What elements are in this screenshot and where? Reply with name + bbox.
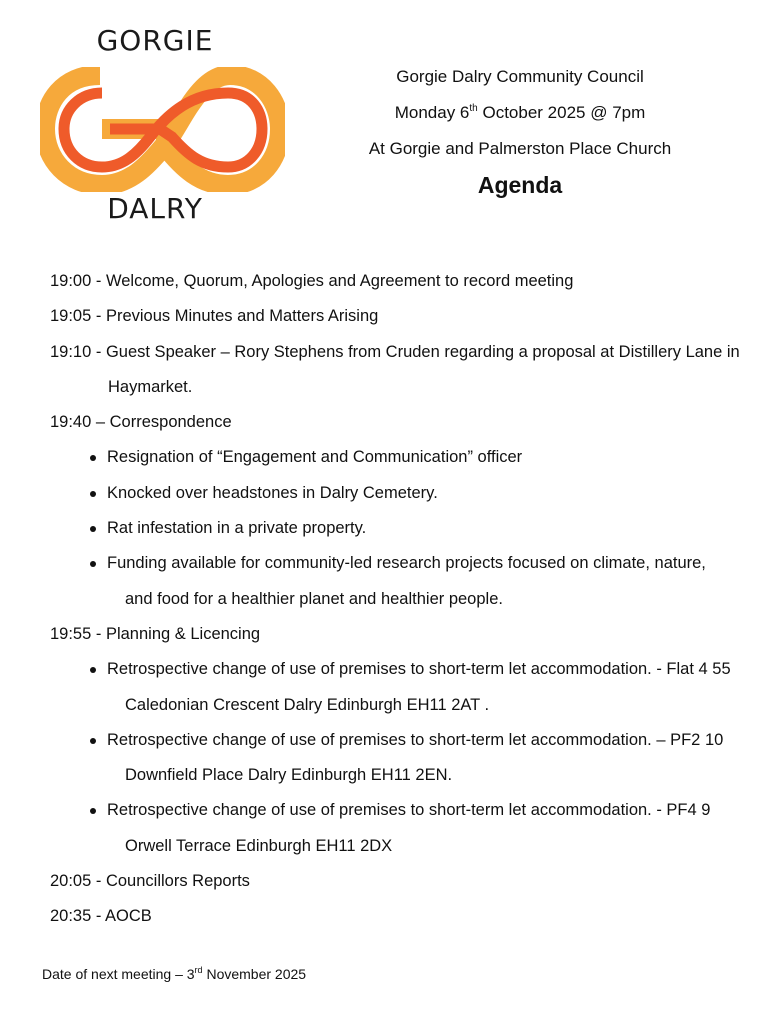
next-meeting-date: Date of next meeting – 3rd November 2025 xyxy=(42,965,307,982)
meeting-venue: At Gorgie and Palmerston Place Church xyxy=(368,139,672,158)
list-item-continued: Caledonian Crescent Dalry Edinburgh EH11 2AT . xyxy=(125,695,490,714)
agenda-header xyxy=(330,62,710,199)
agenda-item: 19:55 - Planning & Licencing xyxy=(50,624,261,643)
agenda-item: 19:00 - Welcome, Quorum, Apologies and Agreement to record meeting xyxy=(50,272,574,290)
list-item: Knocked over headstones in Dalry Cemetery. xyxy=(50,478,760,513)
infinity-logo-icon xyxy=(40,67,285,192)
logo-top-text: GORGIE xyxy=(96,24,214,57)
list-item: Rat infestation in a private property. xyxy=(50,513,760,548)
agenda-item-continued: Haymarket. xyxy=(108,377,193,396)
agenda-item: 19:05 - Previous Minutes and Matters Arising xyxy=(50,307,379,326)
list-item-continued: and food for a healthier planet and healthier people. xyxy=(125,589,503,608)
agenda-item: 20:35 - AOCB xyxy=(50,907,152,926)
agenda-list xyxy=(50,266,760,937)
organisation-name: Gorgie Dalry Community Council xyxy=(396,67,644,86)
agenda-item: 19:10 - Guest Speaker – Rory Stephens from Cruden regarding a proposal at Distillery Lane in xyxy=(50,342,740,361)
list-item-continued: Orwell Terrace Edinburgh EH11 2DX xyxy=(125,836,393,855)
list-item: Resignation of “Engagement and Communication” officer xyxy=(50,442,760,477)
list-item: Retrospective change of use of premises to short-term let accommodation. - Flat 4 55 xyxy=(50,654,760,689)
list-item-continued: Downfield Place Dalry Edinburgh EH11 2EN. xyxy=(125,766,453,785)
list-item: Funding available for community-led research projects focused on climate, nature, xyxy=(50,548,760,583)
council-logo xyxy=(40,22,290,232)
logo-bottom-text: DALRY xyxy=(107,192,203,225)
meeting-date: Monday 6th October 2025 @ 7pm xyxy=(394,103,646,122)
list-item: Retrospective change of use of premises to short-term let accommodation. - PF4 9 xyxy=(50,795,760,830)
page-title: Agenda xyxy=(477,172,563,198)
list-item: Retrospective change of use of premises to short-term let accommodation. – PF2 10 xyxy=(50,725,760,760)
bullet-icon xyxy=(90,738,96,744)
agenda-item: 20:05 - Councillors Reports xyxy=(50,872,250,891)
agenda-item: 19:40 – Correspondence xyxy=(50,413,232,432)
bullet-icon xyxy=(90,491,96,497)
